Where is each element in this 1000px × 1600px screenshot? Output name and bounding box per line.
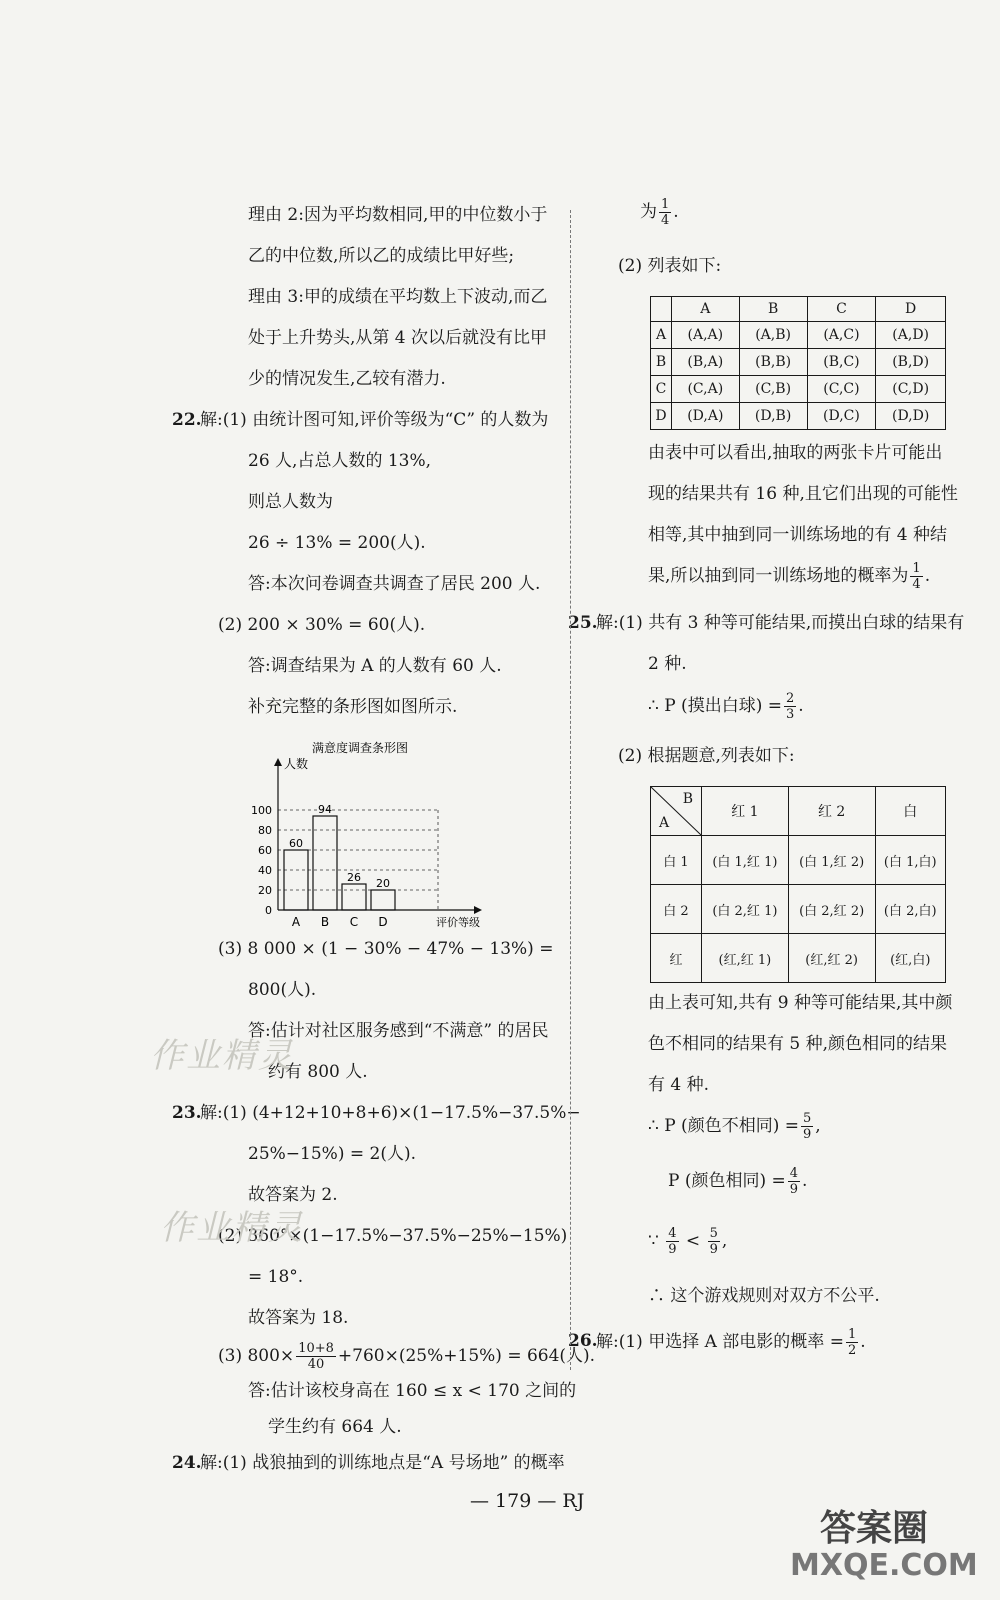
page-number: — 179 — RJ: [470, 1490, 585, 1512]
table-cell: (C,A): [672, 376, 740, 403]
text-line: 800(人).: [248, 980, 317, 1000]
table-cell: 红: [651, 934, 702, 983]
fraction: $\frac{1}{4}$: [912, 561, 921, 592]
outcome-table-2: [650, 786, 946, 983]
table-cell: 白 1: [651, 836, 702, 885]
y-tick-label: 60: [258, 844, 272, 857]
fraction: $\frac{2}{3}$: [785, 691, 795, 722]
logo-watermark: MXQE.COM: [790, 1548, 978, 1583]
text-line: 由上表可知,共有 9 种等可能结果,其中颜: [648, 993, 953, 1013]
table-cell: (白 2,红 2): [788, 885, 875, 934]
text-line: 色不相同的结果有 5 种,颜色相同的结果: [648, 1034, 948, 1054]
text-line: (3) 8 000 × (1 − 30% − 47% − 13%) =: [218, 939, 554, 959]
fraction: $\frac{5}{9}$: [709, 1226, 718, 1257]
x-axis-arrow: [474, 906, 482, 914]
table-cell: (B,B): [739, 349, 807, 376]
table-cell: (白 2,红 1): [702, 885, 789, 934]
bar: [342, 884, 366, 910]
text-line: 解:(1) 共有 3 种等可能结果,而摸出白球的结果有: [596, 613, 965, 633]
text-line: (2) 根据题意,列表如下:: [618, 746, 795, 766]
question-number: 22.: [172, 410, 202, 430]
bar: [371, 890, 395, 910]
table-row: [651, 322, 946, 349]
y-tick-label: 0: [265, 904, 272, 917]
formula-line: (3) 800× $\frac{10+8}{40}$ +760×(25%+15%) = 664(人).: [218, 1341, 596, 1372]
formula-line: P (颜色相同) = $\frac{4}{9}$ .: [668, 1166, 808, 1197]
text-line: 26 人,占总人数的 13%,: [248, 451, 432, 471]
watermark-text: 作业精灵: [160, 1208, 304, 1248]
y-tick-label: 40: [258, 864, 272, 877]
text-line: 有 4 种.: [648, 1075, 710, 1095]
table-header-cell: [651, 297, 672, 322]
text-line: 相等,其中抽到同一训练场地的有 4 种结: [648, 525, 948, 545]
table-row: [651, 403, 946, 430]
table-header-cell: B: [739, 297, 807, 322]
text-line: 故答案为 18.: [248, 1308, 349, 1328]
formula-line: ∴ P (颜色不相同) = $\frac{5}{9}$ ,: [648, 1111, 821, 1142]
y-axis-label: 人数: [284, 757, 309, 771]
table-cell: (D,A): [672, 403, 740, 430]
table-cell: (B,A): [672, 349, 740, 376]
watermark-text: 作业精灵: [150, 1036, 294, 1076]
text-line: (2) 360°×(1−17.5%−37.5%−25%−15%): [218, 1226, 568, 1246]
table-cell: (A,C): [807, 322, 876, 349]
text-line: 25%−15%) = 2(人).: [248, 1144, 416, 1164]
text-line: (2) 列表如下:: [618, 256, 722, 276]
table-cell: (白 2,白): [875, 885, 946, 934]
x-tick-label: A: [291, 915, 301, 928]
x-axis-label: 评价等级: [436, 916, 480, 928]
table-cell: 白 2: [651, 885, 702, 934]
table-cell: (C,B): [739, 376, 807, 403]
table-cell: (红,红 2): [788, 934, 875, 983]
table-cell: (D,B): [739, 403, 807, 430]
fraction: $\frac{4}{9}$: [668, 1226, 677, 1257]
text-line: 由表中可以看出,抽取的两张卡片可能出: [648, 443, 943, 463]
question-number: 24.: [172, 1453, 202, 1473]
text-line: = 18°.: [248, 1267, 304, 1287]
fraction: $\frac{5}{9}$: [802, 1111, 812, 1142]
table-cell: (A,A): [672, 322, 740, 349]
y-tick-label: 20: [258, 884, 272, 897]
text-line: 则总人数为: [248, 492, 333, 512]
text-line: 解:(1) 由统计图可知,评价等级为“C” 的人数为: [200, 410, 549, 430]
table-cell: (C,C): [807, 376, 876, 403]
table-header-cell: 白: [875, 787, 946, 836]
text-line: 处于上升势头,从第 4 次以后就没有比甲: [248, 328, 548, 348]
table-cell: (B,D): [876, 349, 946, 376]
text-line: 少的情况发生,乙较有潜力.: [248, 369, 446, 389]
table-row: [651, 934, 946, 983]
table-cell: A: [651, 322, 672, 349]
text-line: 解:(1) 战狼抽到的训练地点是“A 号场地” 的概率: [200, 1453, 565, 1473]
text-line: 乙的中位数,所以乙的成绩比甲好些;: [248, 246, 515, 266]
column-divider: [570, 210, 572, 1370]
text-line: 补充完整的条形图如图所示.: [248, 697, 458, 717]
data-label: 20: [376, 877, 390, 890]
text-line: 解:(1) (4+12+10+8+6)×(1−17.5%−37.5%−: [200, 1103, 581, 1123]
table-cell: (C,D): [876, 376, 946, 403]
table-cell: (B,C): [807, 349, 876, 376]
table-cell: (红,红 1): [702, 934, 789, 983]
corner-cell: [651, 787, 702, 836]
table-cell: (A,B): [739, 322, 807, 349]
table-header-cell: D: [876, 297, 946, 322]
outcome-table-1: [650, 296, 946, 430]
question-number: 26.: [568, 1331, 598, 1351]
x-tick-label: D: [378, 915, 388, 928]
corner-label: B: [682, 791, 693, 807]
table-header-row: [651, 787, 946, 836]
table-cell: B: [651, 349, 672, 376]
corner-label: A: [659, 815, 670, 831]
table-row: [651, 376, 946, 403]
table-header-row: [651, 297, 946, 322]
formula-line: ∴ P (摸出白球) = $\frac{2}{3}$ .: [648, 691, 804, 722]
question-number: 25.: [568, 613, 598, 633]
text-line: 答:估计该校身高在 160 ≤ x < 170 之间的: [248, 1381, 577, 1401]
table-cell: (白 1,红 1): [702, 836, 789, 885]
text-line: 故答案为 2.: [248, 1185, 338, 1205]
bar-chart: [220, 738, 500, 928]
text-line: 现的结果共有 16 种,且它们出现的可能性: [648, 484, 958, 504]
formula-line: ∵ $\frac{4}{9}$ < $\frac{5}{9}$ ,: [648, 1226, 728, 1257]
x-tick-label: C: [349, 915, 359, 928]
text-line: 答:调查结果为 A 的人数有 60 人.: [248, 656, 502, 676]
formula-line: 解:(1) 甲选择 A 部电影的概率 = $\frac{1}{2}$ .: [596, 1327, 866, 1358]
table-cell: (A,D): [876, 322, 946, 349]
text-line: 答:估计对社区服务感到“不满意” 的居民: [248, 1021, 549, 1041]
table-cell: D: [651, 403, 672, 430]
text-line: 学生约有 664 人.: [268, 1417, 402, 1437]
table-row: [651, 349, 946, 376]
text-line: ∴ 这个游戏规则对双方不公平.: [648, 1286, 880, 1306]
table-row: [651, 885, 946, 934]
data-label: 94: [318, 803, 332, 816]
text-line: 2 种.: [648, 654, 687, 674]
y-tick-label: 80: [258, 824, 272, 837]
fraction: $\frac{1}{4}$: [661, 197, 670, 228]
table-row: [651, 836, 946, 885]
chart-title: 满意度调查条形图: [311, 741, 409, 755]
table-cell: (D,D): [876, 403, 946, 430]
table-cell: (白 1,白): [875, 836, 946, 885]
fraction: $\frac{4}{9}$: [789, 1166, 799, 1197]
text-line: 约有 800 人.: [268, 1062, 368, 1082]
x-tick-label: B: [320, 915, 330, 928]
text-line: (2) 200 × 30% = 60(人).: [218, 615, 426, 635]
logo-watermark: 答案圈: [820, 1508, 929, 1549]
table-header-cell: 红 1: [702, 787, 789, 836]
text-line: 答:本次问卷调查共调查了居民 200 人.: [248, 574, 541, 594]
table-cell: (D,C): [807, 403, 876, 430]
table-header-cell: C: [807, 297, 876, 322]
y-tick-label: 100: [251, 804, 272, 817]
fraction: $\frac{10+8}{40}$: [298, 1341, 334, 1372]
text-line: 理由 2:因为平均数相同,甲的中位数小于: [248, 205, 548, 225]
table-header-cell: 红 2: [788, 787, 875, 836]
fraction: $\frac{1}{2}$: [847, 1327, 857, 1358]
table-cell: (白 1,红 2): [788, 836, 875, 885]
table-cell: (红,白): [875, 934, 946, 983]
formula-line: 果,所以抽到同一训练场地的概率为 $\frac{1}{4}$ .: [648, 561, 931, 592]
bar: [284, 850, 308, 910]
data-label: 60: [289, 837, 303, 850]
table-header-cell: A: [672, 297, 740, 322]
data-label: 26: [347, 871, 361, 884]
text-line: 理由 3:甲的成绩在平均数上下波动,而乙: [248, 287, 548, 307]
table-cell: C: [651, 376, 672, 403]
text-line: 26 ÷ 13% = 200(人).: [248, 533, 426, 553]
formula-line: 为 $\frac{1}{4}$ .: [640, 197, 679, 228]
question-number: 23.: [172, 1103, 202, 1123]
y-axis-arrow: [274, 758, 282, 766]
